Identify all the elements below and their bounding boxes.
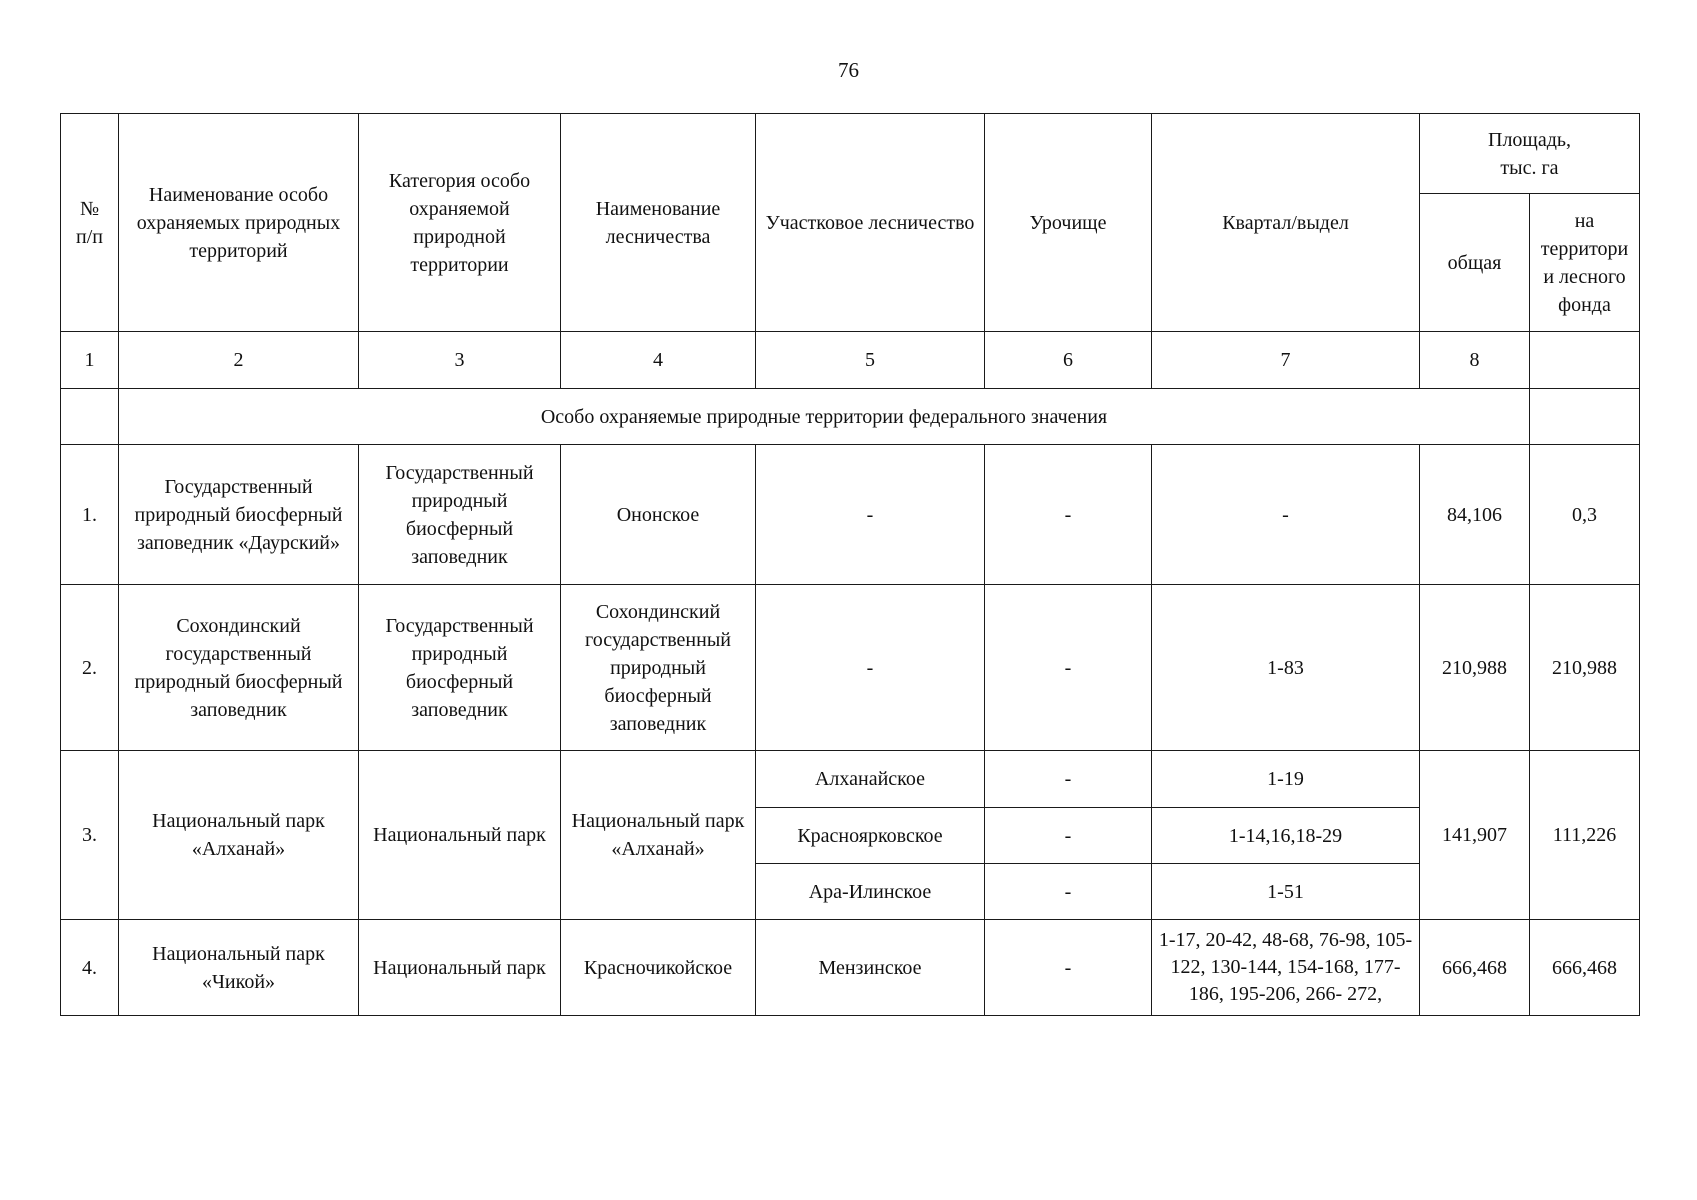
header-area: Площадь, тыс. га xyxy=(1420,114,1640,194)
area-forest-fund: 0,3 xyxy=(1530,445,1640,585)
district-forestry: Алханайское xyxy=(756,751,985,808)
territory-category: Государственный природный биосферный заповедник xyxy=(359,585,561,751)
quarter: 1-83 xyxy=(1152,585,1420,751)
column-index-row xyxy=(61,332,1640,389)
district-forestry: - xyxy=(756,585,985,751)
header-area-forest-fund: на территори и лесного фонда xyxy=(1530,194,1640,332)
index-cell: 6 xyxy=(985,332,1152,389)
area-total: 210,988 xyxy=(1420,585,1530,751)
area-total: 84,106 xyxy=(1420,445,1530,585)
area-forest-fund: 111,226 xyxy=(1530,751,1640,920)
index-cell: 5 xyxy=(756,332,985,389)
territory-name: Национальный парк «Алханай» xyxy=(119,751,359,920)
district-forestry: Ара-Илинское xyxy=(756,864,985,920)
header-forestry: Наименование лесничества xyxy=(561,114,756,332)
area-total: 666,468 xyxy=(1420,920,1530,1016)
section-title: Особо охраняемые природные территории федерального значения xyxy=(119,389,1530,445)
tract: - xyxy=(985,585,1152,751)
quarter: 1-51 xyxy=(1152,864,1420,920)
section-empty-cell xyxy=(1530,389,1640,445)
index-cell: 3 xyxy=(359,332,561,389)
quarter: 1-19 xyxy=(1152,751,1420,808)
index-cell: 8 xyxy=(1420,332,1530,389)
tract: - xyxy=(985,445,1152,585)
index-cell: 7 xyxy=(1152,332,1420,389)
header-tract: Урочище xyxy=(985,114,1152,332)
header-quarter: Квартал/выдел xyxy=(1152,114,1420,332)
header-district-forestry: Участковое лесничество xyxy=(756,114,985,332)
row-number: 4. xyxy=(61,920,119,1016)
forestry-name: Сохондинский государственный природный биосферный заповедник xyxy=(561,585,756,751)
quarter: 1-17, 20-42, 48-68, 76-98, 105-122, 130-144, 154-168, 177-186, 195-206, 266- 272, xyxy=(1152,920,1420,1016)
index-cell: 4 xyxy=(561,332,756,389)
territory-name: Сохондинский государственный природный биосферный заповедник xyxy=(119,585,359,751)
forestry-name: Красночикойское xyxy=(561,920,756,1016)
district-forestry: Красноярковское xyxy=(756,808,985,864)
area-total: 141,907 xyxy=(1420,751,1530,920)
row-number: 3. xyxy=(61,751,119,920)
index-cell xyxy=(1530,332,1640,389)
territory-name: Государственный природный биосферный заповедник «Даурский» xyxy=(119,445,359,585)
quarter: 1-14,16,18-29 xyxy=(1152,808,1420,864)
header-territory-name: Наименование особо охраняемых природных территорий xyxy=(119,114,359,332)
forestry-name: Ононское xyxy=(561,445,756,585)
area-forest-fund: 666,468 xyxy=(1530,920,1640,1016)
row-number: 2. xyxy=(61,585,119,751)
table-row xyxy=(61,445,1640,585)
tract: - xyxy=(985,920,1152,1016)
header-number: № п/п xyxy=(61,114,119,332)
table-row xyxy=(61,920,1640,1016)
row-number: 1. xyxy=(61,445,119,585)
header-area-total: общая xyxy=(1420,194,1530,332)
table-row xyxy=(61,585,1640,751)
page-number: 76 xyxy=(838,58,859,82)
index-cell: 2 xyxy=(119,332,359,389)
section-empty-cell xyxy=(61,389,119,445)
protected-areas-table xyxy=(60,113,1640,1016)
area-forest-fund: 210,988 xyxy=(1530,585,1640,751)
forestry-name: Национальный парк «Алханай» xyxy=(561,751,756,920)
tract: - xyxy=(985,808,1152,864)
header-category: Категория особо охраняемой природной территории xyxy=(359,114,561,332)
table-row xyxy=(61,751,1640,808)
section-row xyxy=(61,389,1640,445)
territory-category: Государственный природный биосферный заповедник xyxy=(359,445,561,585)
district-forestry: - xyxy=(756,445,985,585)
tract: - xyxy=(985,864,1152,920)
quarter: - xyxy=(1152,445,1420,585)
table-header-row xyxy=(61,114,1640,194)
territory-category: Национальный парк xyxy=(359,920,561,1016)
territory-name: Национальный парк «Чикой» xyxy=(119,920,359,1016)
index-cell: 1 xyxy=(61,332,119,389)
territory-category: Национальный парк xyxy=(359,751,561,920)
tract: - xyxy=(985,751,1152,808)
district-forestry: Мензинское xyxy=(756,920,985,1016)
